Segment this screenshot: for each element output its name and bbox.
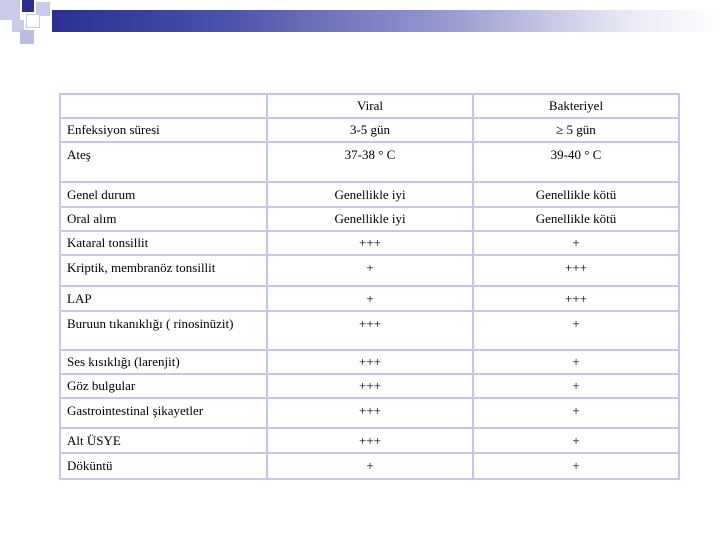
bakteriyel-value: Genellikle kötü xyxy=(473,182,679,207)
row-label: Gastrointestinal şikayetler xyxy=(60,398,267,428)
bakteriyel-value: + xyxy=(473,350,679,374)
viral-value: +++ xyxy=(267,311,473,350)
table-row xyxy=(60,374,679,398)
row-label: Kataral tonsillit xyxy=(60,231,267,255)
viral-value: 3-5 gün xyxy=(267,118,473,142)
table-row xyxy=(60,207,679,231)
table-row xyxy=(60,398,679,428)
bakteriyel-value: + xyxy=(473,231,679,255)
viral-value: + xyxy=(267,453,473,479)
header-gradient-bar xyxy=(52,10,720,32)
header-cell-bakteriyel: Bakteriyel xyxy=(473,94,679,118)
row-label: Ateş xyxy=(60,142,267,182)
table-row xyxy=(60,182,679,207)
viral-value: + xyxy=(267,255,473,286)
row-label: LAP xyxy=(60,286,267,311)
viral-value: Genellikle iyi xyxy=(267,207,473,231)
bakteriyel-value: +++ xyxy=(473,286,679,311)
viral-value: +++ xyxy=(267,374,473,398)
viral-value: +++ xyxy=(267,231,473,255)
table-row xyxy=(60,231,679,255)
header-cell-viral: Viral xyxy=(267,94,473,118)
row-label: Alt ÜSYE xyxy=(60,428,267,453)
viral-value: +++ xyxy=(267,398,473,428)
table-row xyxy=(60,428,679,453)
table-header-row xyxy=(60,94,679,118)
table-row xyxy=(60,255,679,286)
row-label: Oral alım xyxy=(60,207,267,231)
row-label: Kriptik, membranöz tonsillit xyxy=(60,255,267,286)
bakteriyel-value: + xyxy=(473,453,679,479)
bakteriyel-value: Genellikle kötü xyxy=(473,207,679,231)
decor-square-5 xyxy=(26,14,40,28)
table-row xyxy=(60,311,679,350)
table-row xyxy=(60,118,679,142)
viral-value: + xyxy=(267,286,473,311)
table-row xyxy=(60,142,679,182)
row-label: Ses kısıklığı (larenjit) xyxy=(60,350,267,374)
table-row xyxy=(60,350,679,374)
comparison-table xyxy=(59,93,680,480)
viral-value: +++ xyxy=(267,428,473,453)
row-label: Buruun tıkanıklığı ( rinosinüzit) xyxy=(60,311,267,350)
viral-value: +++ xyxy=(267,350,473,374)
row-label: Enfeksiyon süresi xyxy=(60,118,267,142)
bakteriyel-value: + xyxy=(473,428,679,453)
bakteriyel-value: + xyxy=(473,311,679,350)
bakteriyel-value: 39-40 ° C xyxy=(473,142,679,182)
bakteriyel-value: ≥ 5 gün xyxy=(473,118,679,142)
bakteriyel-value: + xyxy=(473,398,679,428)
decor-square-1 xyxy=(0,0,20,20)
bakteriyel-value: + xyxy=(473,374,679,398)
table-row xyxy=(60,453,679,479)
table-row xyxy=(60,286,679,311)
bakteriyel-value: +++ xyxy=(473,255,679,286)
row-label: Göz bulgular xyxy=(60,374,267,398)
decor-square-2 xyxy=(22,0,34,12)
viral-value: Genellikle iyi xyxy=(267,182,473,207)
row-label: Döküntü xyxy=(60,453,267,479)
header-cell-empty xyxy=(60,94,267,118)
viral-value: 37-38 ° C xyxy=(267,142,473,182)
decor-square-6 xyxy=(20,30,34,44)
row-label: Genel durum xyxy=(60,182,267,207)
